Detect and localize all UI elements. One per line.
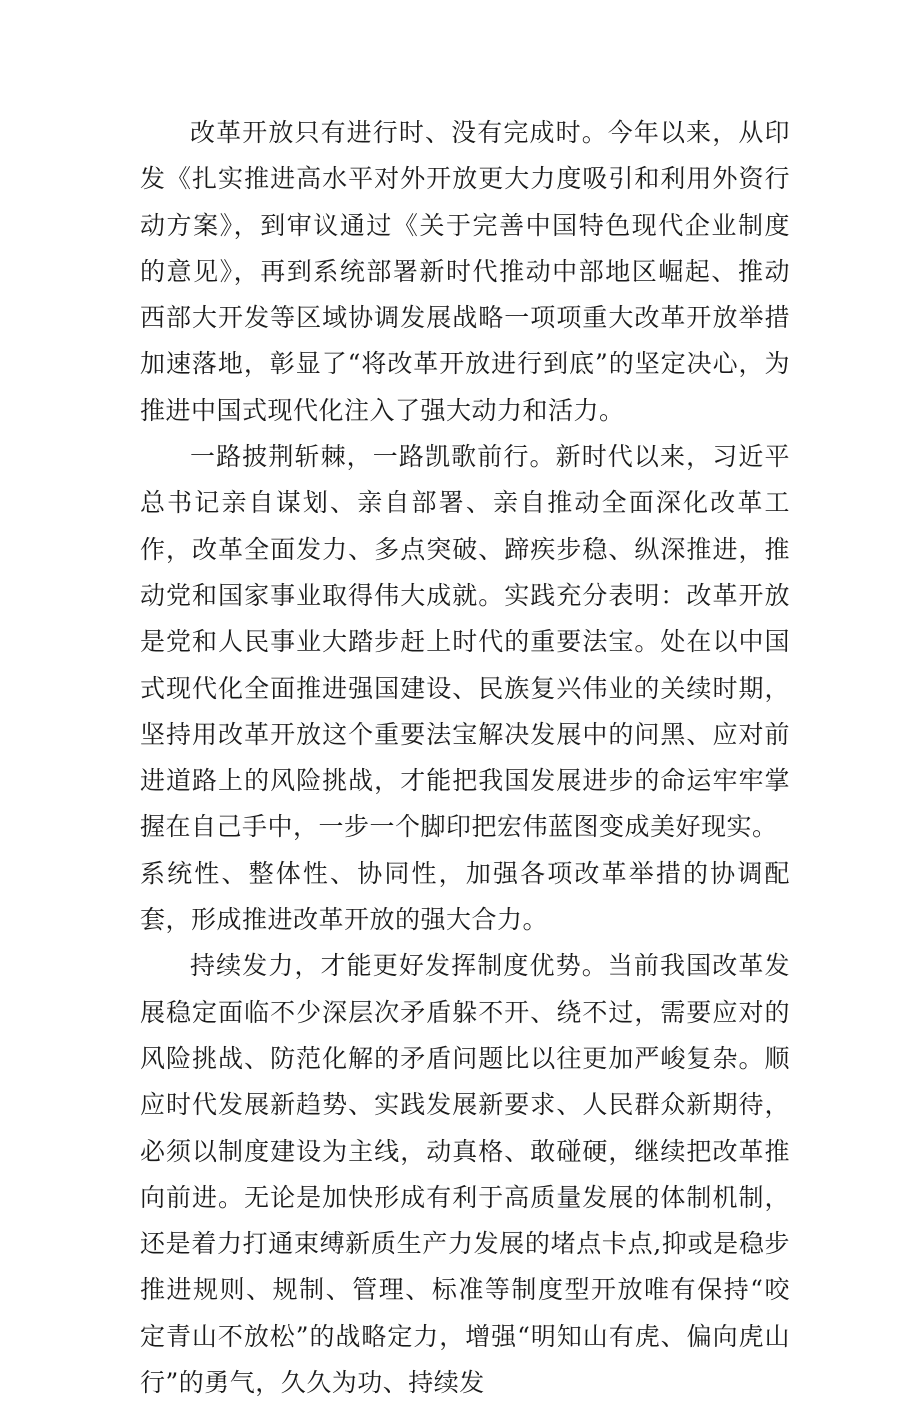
paragraph-3: 系统性、整体性、协同性，加强各项改革举措的协调配套，形成推进改革开放的强大合力。 (140, 858, 790, 935)
paragraph-4: 持续发力，才能更好发挥制度优势。当前我国改革发展稳定面临不少深层次矛盾躲不开、绕不过，需要应对的风险挑战、防范化解的矛盾问题比以往更加严峻复杂。顺应时代发展新趋势、实践发展新要求、人民群众新期待，必须以制度建设为主线，动真格、敢碰硬，继续把改革推向前进。无论是加快形成有利于高质量发展的体制机制，还是着力打通束缚新质生产力发展的堵点卡点,抑或是稳步推进规则、规制、管理、标准等制度型开放唯有保持“咬定青山不放松”的战略定力，增强“明知山有虎、偏向虎山行”的勇气，久久为功、持续发 (140, 951, 790, 1398)
paragraph-1: 改革开放只有进行时、没有完成时。今年以来，从印发《扎实推进高水平对外开放更大力度吸引和利用外资行动方案》，到审议通过《关于完善中国特色现代企业制度的意见》，再到系统部署新时代推动中部地区崛起、推动西部大开发等区域协调发展战略一项项重大改革开放举措加速落地，彰显了“将改革开放进行到底”的坚定决心，为推进中国式现代化注入了强大动力和活力。 (140, 118, 790, 425)
document-body (140, 110, 790, 1406)
paragraph-2: 一路披荆斩棘，一路凯歌前行。新时代以来，习近平总书记亲自谋划、亲自部署、亲自推动全面深化改革工作，改革全面发力、多点突破、蹄疾步稳、纵深推进，推动党和国家事业取得伟大成就。实践充分表明：改革开放是党和人民事业大踏步赶上时代的重要法宝。处在以中国式现代化全面推进强国建设、民族复兴伟业的关续时期，坚持用改革开放这个重要法宝解决发展中的问黑、应对前进道路上的风险挑战，才能把我国发展进步的命运牢牢掌握在自己手中，一步一个脚印把宏伟蓝图变成美好现实。 (140, 442, 790, 842)
